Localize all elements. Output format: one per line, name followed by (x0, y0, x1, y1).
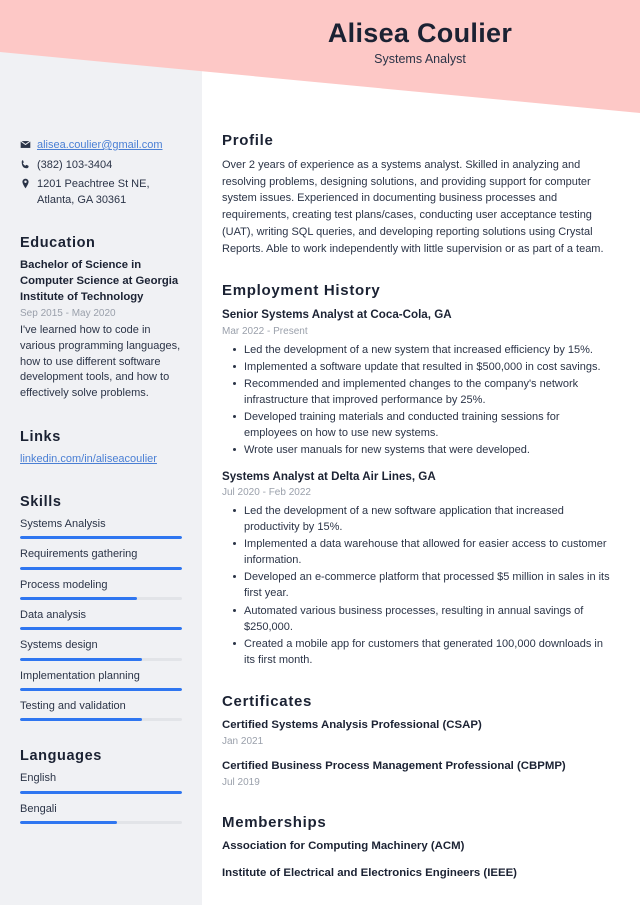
address-line-1: 1201 Peachtree St NE, (37, 178, 150, 191)
membership-item: Association for Computing Machinery (ACM) (222, 840, 465, 853)
profile-text: Over 2 years of experience as a systems analyst. Skilled in analyzing and resolving problems, designing solutions, and providing support for computer system issues. Experienced in documenting business processes and requirements, creating test plans/cases, conducting user acceptance testing (UAT), writing SQL queries, and developing reporting solutions using Crystal Reports. Able to work independently with little supervision or as part of a team. (222, 159, 604, 255)
certificates-section (222, 693, 612, 789)
skill-item (20, 578, 182, 600)
skill-label: Requirements gathering (20, 548, 138, 561)
employment-bullet: Developed training materials and conducted training sessions for employees on how to use new systems. (244, 409, 612, 441)
certificates-list (222, 718, 612, 789)
employment-entry (222, 307, 612, 458)
candidate-job-title: Systems Analyst (374, 52, 466, 67)
certificate-date: Jan 2021 (222, 735, 264, 747)
employment-heading: Employment History (222, 282, 381, 300)
memberships-list (222, 839, 612, 881)
skill-item (20, 517, 182, 539)
membership-item: Institute of Electrical and Electronics Engineers (IEEE) (222, 867, 517, 880)
memberships-section (222, 814, 612, 881)
language-bar-fill (20, 791, 182, 794)
education-date: Sep 2015 - May 2020 (20, 308, 116, 320)
education-entry (20, 258, 182, 401)
employment-bullet: Automated various business processes, resulting in annual savings of $250,000. (244, 603, 612, 635)
language-bar-track (20, 821, 182, 824)
employment-bullet: Implemented a data warehouse that allowed for easier access to customer information. (244, 536, 612, 568)
employment-bullet-list (222, 342, 612, 458)
contact-phone: (382) 103-3404 (37, 158, 113, 171)
employment-title: Systems Analyst at Delta Air Lines, GA (222, 469, 436, 483)
languages-list (20, 771, 182, 824)
skill-bar-fill (20, 688, 182, 691)
profile-heading: Profile (222, 132, 274, 149)
skills-heading: Skills (20, 494, 62, 511)
contact-phone-row (20, 158, 182, 174)
employment-list (222, 307, 612, 667)
skill-bar-track (20, 567, 182, 570)
language-label: Bengali (20, 802, 57, 815)
skill-bar-fill (20, 718, 142, 721)
location-pin-icon (20, 177, 37, 189)
employment-bullet-list (222, 503, 612, 667)
skill-bar-track (20, 658, 182, 661)
skill-item (20, 547, 182, 569)
certificate-entry (222, 759, 612, 789)
skill-bar-fill (20, 536, 182, 539)
skill-bar-track (20, 688, 182, 691)
language-item (20, 771, 182, 793)
employment-bullet: Led the development of a new system that increased efficiency by 15%. (244, 342, 612, 358)
certificate-entry (222, 718, 612, 748)
skill-item (20, 638, 182, 660)
envelope-icon (20, 138, 37, 150)
contact-address-row (20, 177, 182, 208)
education-title: Bachelor of Science in Computer Science at Georgia Institute of Technology (20, 259, 179, 303)
employment-bullet: Created a mobile app for customers that generated 100,000 downloads in its first month. (244, 636, 612, 668)
skill-bar-fill (20, 597, 137, 600)
skill-bar-track (20, 597, 182, 600)
contact-email-row (20, 138, 182, 154)
employment-bullet: Implemented a software update that resulted in $500,000 in cost savings. (244, 359, 612, 375)
certificate-title: Certified Systems Analysis Professional (CSAP) (222, 718, 482, 731)
language-label: English (20, 772, 57, 785)
employment-bullet: Led the development of a new software application that increased productivity by 15%. (244, 503, 612, 535)
employment-bullet: Wrote user manuals for new systems that were developed. (244, 442, 612, 458)
skill-bar-track (20, 536, 182, 539)
memberships-heading: Memberships (222, 814, 327, 832)
language-bar-fill (20, 821, 117, 824)
linkedin-link[interactable]: linkedin.com/in/aliseacoulier (20, 452, 157, 465)
main-content (202, 0, 640, 893)
skill-bar-track (20, 627, 182, 630)
contact-address (37, 177, 182, 208)
skill-bar-fill (20, 627, 182, 630)
employment-bullet: Recommended and implemented changes to the company's network infrastructure that improved performance by 25%. (244, 376, 612, 408)
languages-heading: Languages (20, 748, 102, 765)
skill-item (20, 699, 182, 721)
employment-bullet: Developed an e-commerce platform that processed $5 million in sales in its first year. (244, 569, 612, 601)
skills-list (20, 517, 182, 721)
skill-item (20, 608, 182, 630)
language-item (20, 802, 182, 824)
phone-icon (20, 158, 37, 170)
education-heading: Education (20, 235, 96, 252)
employment-section (222, 282, 612, 667)
employment-date: Mar 2022 - Present (222, 325, 308, 337)
contact-email (37, 138, 182, 154)
skill-bar-fill (20, 567, 182, 570)
links-list (20, 452, 182, 467)
skill-label: Systems design (20, 639, 98, 652)
employment-date: Jul 2020 - Feb 2022 (222, 487, 311, 499)
skill-label: Implementation planning (20, 669, 140, 682)
certificates-heading: Certificates (222, 692, 313, 710)
skill-bar-fill (20, 658, 142, 661)
skill-label: Testing and validation (20, 699, 126, 712)
skill-label: Data analysis (20, 609, 87, 622)
skill-bar-track (20, 718, 182, 721)
email-link[interactable]: alisea.coulier@gmail.com (37, 139, 163, 151)
skill-item (20, 669, 182, 691)
address-line-2: Atlanta, GA 30361 (37, 193, 127, 206)
language-bar-track (20, 791, 182, 794)
education-description: I've learned how to code in various programming languages, how to use different software development tools, and how to effectively solve problems. (20, 324, 181, 400)
certificate-date: Jul 2019 (222, 777, 260, 789)
sidebar-content (0, 0, 202, 832)
candidate-name: Alisea Coulier (327, 18, 513, 48)
skill-label: Process modeling (20, 578, 108, 591)
certificate-title: Certified Business Process Management Professional (CBPMP) (222, 759, 566, 772)
skill-label: Systems Analysis (20, 518, 106, 531)
employment-title: Senior Systems Analyst at Coca-Cola, GA (222, 308, 452, 322)
links-heading: Links (20, 428, 61, 445)
employment-entry (222, 469, 612, 668)
